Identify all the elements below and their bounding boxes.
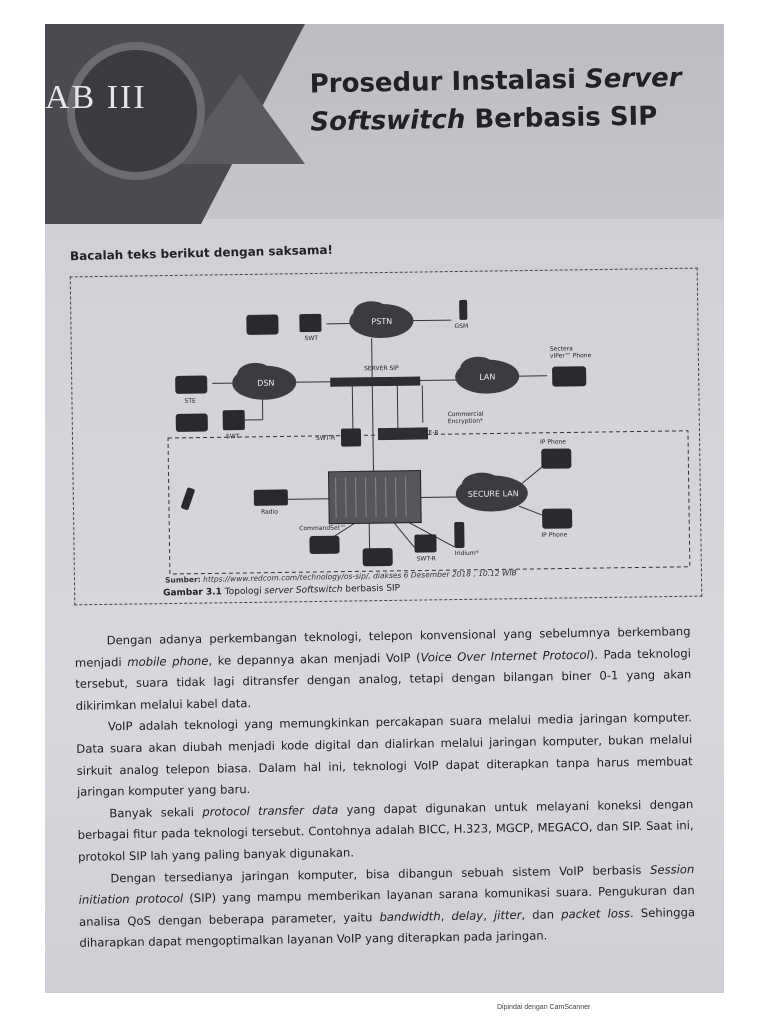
commercial-label: Commercial	[447, 410, 484, 419]
commandset-phone-icon	[309, 536, 339, 554]
p3-italic: protocol transfer data	[202, 802, 339, 819]
network-topology-diagram	[71, 269, 702, 605]
handheld-radio-icon	[180, 487, 195, 510]
p4-italic-1: Session initiation protocol	[78, 861, 695, 907]
iridium-label: Iridium*	[454, 549, 479, 558]
p4-text-c: ,	[440, 908, 452, 923]
phone-icon-bottom	[363, 548, 393, 566]
softswitch-rack-icon	[328, 471, 421, 524]
p4-text-b: (SIP) yang mampu memberikan layanan sarana komunikasi suara. Pengukuran dan analisa QoS dengan beberapa parameter, yaitu	[78, 883, 695, 929]
swt-top-icon	[299, 314, 321, 332]
gsm-phone-icon	[459, 300, 467, 320]
body-text	[74, 621, 695, 955]
ste-phone-icon	[175, 375, 207, 393]
phone-icon-left	[176, 413, 208, 431]
pstn-cloud	[349, 301, 414, 339]
p3-text-b: yang dapat digunakan untuk melayani koneksi dengan berbagai fitur pada teknologi tersebut. Contohnya adalah BICC, H.323, MGCP, MEGACO, dan SIP. Saat ini, protokol SIP lah yang paling banyak digunakan.	[77, 796, 694, 864]
chapter-title-italic2: Softswitch	[310, 104, 466, 138]
secure-zone-box	[168, 431, 690, 574]
swt-icon	[223, 410, 245, 430]
ip-phone-top-icon	[541, 448, 571, 468]
sectera-label: Sectera	[549, 345, 573, 353]
chapter-title-part1: Prosedur Instalasi	[309, 64, 586, 100]
chapter-title-part2: Berbasis SIP	[465, 101, 658, 135]
p4-italic-5: packet loss	[561, 905, 631, 921]
ste-r-label: STE-R	[420, 429, 439, 437]
lan-label: LAN	[479, 372, 496, 382]
gsm-label: GSM	[454, 322, 469, 331]
swt-top-label: SWT	[304, 334, 319, 343]
p4-text-d: ,	[483, 908, 495, 923]
scanned-page	[45, 24, 724, 993]
ip-phone-top-label: IP Phone	[540, 438, 567, 446]
ste-label: STE	[184, 397, 196, 405]
p1-text-b: , ke depannya akan menjadi VoIP (	[208, 650, 421, 668]
commandset-label: CommandSet™	[299, 524, 347, 533]
sectera-phone-icon	[552, 366, 586, 386]
ip-phone-bottom-label: IP Phone	[541, 531, 568, 539]
swt-label: SWT	[225, 433, 240, 441]
secure-lan-label: SECURE LAN	[467, 489, 519, 499]
server-sip-icon	[330, 377, 420, 387]
p4-italic-3: delay	[451, 908, 484, 923]
scanner-watermark: Dipindai dengan CamScanner	[497, 1004, 591, 1011]
chapter-title-italic1: Server	[584, 63, 682, 95]
p4-italic-4: jitter	[493, 907, 522, 923]
secure-lan-cloud	[456, 472, 529, 512]
caption-italic: server Softswitch	[264, 584, 343, 597]
p4-text-e: , dan	[521, 906, 562, 922]
paragraph-1	[74, 621, 691, 717]
phone-icon-top-left	[246, 314, 278, 334]
swt-r-label: SWT-R	[315, 434, 336, 442]
radio-icon	[254, 489, 288, 505]
swt-r-bottom-label: SWT-R	[416, 555, 436, 563]
p1-text-a: Dengan adanya perkembangan teknologi, telepon konvensional yang sebelumnya berkembang menjadi	[74, 624, 691, 670]
p4-text-f: . Sehingga diharapkan dapat mengoptimalkan layanan VoIP yang diterapkan pada jaringan.	[79, 904, 696, 951]
p4-italic-2: bandwidth	[379, 908, 441, 924]
swt-r-icon	[341, 428, 361, 446]
caption-post: berbasis SIP	[342, 583, 401, 595]
paragraph-4	[78, 859, 695, 955]
viper-phone-label: vIPer™ Phone	[549, 352, 592, 360]
lan-cloud	[455, 356, 520, 394]
reading-instruction: Bacalah teks berikut dengan saksama!	[69, 242, 334, 264]
pstn-label: PSTN	[371, 316, 393, 327]
dsn-label: DSN	[257, 378, 275, 388]
encryption-label: Encryption*	[447, 417, 484, 426]
p1-italic-1: mobile phone	[127, 653, 209, 669]
dsn-cloud	[232, 362, 297, 400]
iridium-phone-icon	[454, 522, 464, 548]
paragraph-3	[77, 794, 694, 868]
caption-pre: Topologi	[221, 586, 265, 598]
p4-text-a: Dengan tersedianya jaringan komputer, bisa dibangun sebuah sistem VoIP berbasis	[110, 862, 651, 885]
p3-text-a: Banyak sekali	[109, 804, 203, 821]
paragraph-2: VoIP adalah teknologi yang memungkinkan percakapan suara melalui media jaringan komputer. Data suara akan diubah menjadi kode digital dan dialirkan melalui jaringan komputer, bukan melalui sirkuit analog telepon biasa. Dalam hal ini, teknologi VoIP dapat diterapkan tanpa harus membuat jaringan komputer yang baru.	[76, 710, 693, 799]
server-sip-label: SERVER SIP	[364, 364, 399, 373]
caption-number: Gambar 3.1	[162, 587, 222, 599]
p1-text-c: ). Pada teknologi tersebut, suara tidak lagi ditransfer dengan analog, tetapi dengan bilangan biner 0-1 yang akan dikirimkan melalui kabel data.	[75, 645, 692, 713]
ip-phone-bottom-icon	[542, 508, 572, 528]
source-label: Sumber:	[164, 574, 201, 585]
chapter-title	[309, 59, 710, 142]
figure-frame	[70, 268, 703, 606]
chapter-number-label: AB III	[45, 79, 147, 116]
p1-italic-2: Voice Over Internet Protocol	[420, 647, 590, 665]
swt-r-bottom-icon	[414, 534, 436, 552]
source-url: https://www.redcom.com/technology/os-sip/, diakses 6 Desember 2018 , 10.12 WIB	[200, 568, 517, 584]
radio-label: Radio	[260, 508, 278, 516]
